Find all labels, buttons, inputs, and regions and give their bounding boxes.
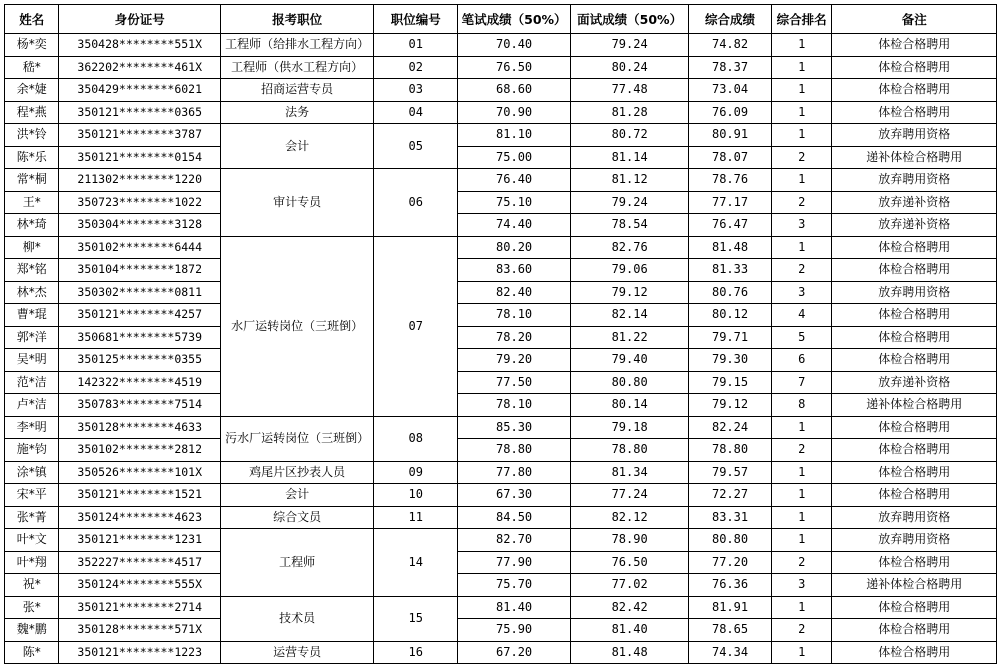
cell-written: 75.90 [458, 619, 571, 642]
cell-note: 体检合格聘用 [832, 101, 997, 124]
cell-written: 78.10 [458, 394, 571, 417]
cell-written: 85.30 [458, 416, 571, 439]
cell-rank: 1 [771, 56, 832, 79]
cell-code: 11 [374, 506, 458, 529]
cell-written: 80.20 [458, 236, 571, 259]
cell-name: 涂*镇 [5, 461, 59, 484]
table-row [5, 596, 997, 619]
cell-written: 78.20 [458, 326, 571, 349]
table-row [5, 551, 997, 574]
header-position: 报考职位 [220, 5, 373, 34]
cell-name: 余*婕 [5, 79, 59, 102]
cell-name: 张* [5, 596, 59, 619]
cell-interview: 81.28 [571, 101, 689, 124]
results-table [4, 4, 997, 664]
cell-interview: 80.14 [571, 394, 689, 417]
cell-total: 79.57 [689, 461, 772, 484]
cell-id: 350124********555X [59, 574, 220, 597]
cell-position: 综合文员 [220, 506, 373, 529]
cell-rank: 1 [771, 484, 832, 507]
cell-note: 放弃递补资格 [832, 371, 997, 394]
cell-rank: 2 [771, 619, 832, 642]
cell-note: 体检合格聘用 [832, 461, 997, 484]
cell-id: 350429********6021 [59, 79, 220, 102]
cell-note: 体检合格聘用 [832, 596, 997, 619]
table-row [5, 34, 997, 57]
cell-total: 81.48 [689, 236, 772, 259]
cell-id: 142322********4519 [59, 371, 220, 394]
cell-rank: 1 [771, 169, 832, 192]
cell-written: 68.60 [458, 79, 571, 102]
cell-rank: 5 [771, 326, 832, 349]
cell-rank: 1 [771, 34, 832, 57]
cell-total: 78.37 [689, 56, 772, 79]
cell-total: 74.34 [689, 641, 772, 664]
cell-position: 污水厂运转岗位（三班倒） [220, 416, 373, 461]
header-row [5, 5, 997, 34]
cell-id: 211302********1220 [59, 169, 220, 192]
cell-interview: 77.02 [571, 574, 689, 597]
cell-rank: 2 [771, 551, 832, 574]
cell-code: 10 [374, 484, 458, 507]
cell-code: 14 [374, 529, 458, 597]
cell-written: 70.90 [458, 101, 571, 124]
table-row [5, 326, 997, 349]
cell-written: 74.40 [458, 214, 571, 237]
cell-total: 78.07 [689, 146, 772, 169]
table-row [5, 236, 997, 259]
table-row [5, 439, 997, 462]
cell-total: 76.36 [689, 574, 772, 597]
table-row [5, 56, 997, 79]
cell-position: 会计 [220, 484, 373, 507]
cell-rank: 2 [771, 191, 832, 214]
cell-total: 82.24 [689, 416, 772, 439]
cell-id: 352227********4517 [59, 551, 220, 574]
cell-note: 体检合格聘用 [832, 236, 997, 259]
cell-total: 74.82 [689, 34, 772, 57]
cell-total: 80.12 [689, 304, 772, 327]
table-row [5, 281, 997, 304]
cell-interview: 78.80 [571, 439, 689, 462]
cell-position: 水厂运转岗位（三班倒） [220, 236, 373, 416]
cell-written: 75.70 [458, 574, 571, 597]
cell-interview: 79.24 [571, 34, 689, 57]
cell-id: 350121********1521 [59, 484, 220, 507]
cell-note: 体检合格聘用 [832, 439, 997, 462]
cell-interview: 78.54 [571, 214, 689, 237]
cell-position: 工程师（给排水工程方向） [220, 34, 373, 57]
cell-note: 体检合格聘用 [832, 79, 997, 102]
cell-rank: 1 [771, 641, 832, 664]
cell-interview: 80.72 [571, 124, 689, 147]
cell-id: 362202********461X [59, 56, 220, 79]
cell-interview: 77.48 [571, 79, 689, 102]
cell-code: 16 [374, 641, 458, 664]
cell-written: 78.10 [458, 304, 571, 327]
cell-name: 张*菁 [5, 506, 59, 529]
cell-id: 350121********4257 [59, 304, 220, 327]
cell-rank: 1 [771, 79, 832, 102]
header-id: 身份证号 [59, 5, 220, 34]
cell-total: 80.80 [689, 529, 772, 552]
cell-name: 祝* [5, 574, 59, 597]
table-row [5, 394, 997, 417]
cell-note: 放弃聘用资格 [832, 124, 997, 147]
table-row [5, 79, 997, 102]
cell-position: 会计 [220, 124, 373, 169]
table-row [5, 191, 997, 214]
cell-name: 陈* [5, 641, 59, 664]
cell-total: 80.76 [689, 281, 772, 304]
cell-code: 08 [374, 416, 458, 461]
cell-interview: 81.12 [571, 169, 689, 192]
cell-code: 01 [374, 34, 458, 57]
cell-rank: 1 [771, 506, 832, 529]
cell-interview: 81.48 [571, 641, 689, 664]
table-row [5, 101, 997, 124]
cell-total: 76.47 [689, 214, 772, 237]
cell-id: 350104********1872 [59, 259, 220, 282]
cell-interview: 82.14 [571, 304, 689, 327]
cell-id: 350121********0154 [59, 146, 220, 169]
cell-id: 350128********4633 [59, 416, 220, 439]
table-row [5, 371, 997, 394]
cell-written: 70.40 [458, 34, 571, 57]
cell-note: 体检合格聘用 [832, 416, 997, 439]
cell-note: 体检合格聘用 [832, 34, 997, 57]
cell-name: 魏*鹏 [5, 619, 59, 642]
cell-rank: 7 [771, 371, 832, 394]
cell-name: 李*明 [5, 416, 59, 439]
cell-interview: 81.40 [571, 619, 689, 642]
cell-code: 04 [374, 101, 458, 124]
cell-note: 体检合格聘用 [832, 619, 997, 642]
cell-total: 81.91 [689, 596, 772, 619]
cell-written: 77.90 [458, 551, 571, 574]
table-row [5, 124, 997, 147]
cell-rank: 1 [771, 124, 832, 147]
header-name: 姓名 [5, 5, 59, 34]
table-row [5, 529, 997, 552]
table-row [5, 169, 997, 192]
cell-name: 程*燕 [5, 101, 59, 124]
cell-id: 350102********2812 [59, 439, 220, 462]
cell-written: 67.30 [458, 484, 571, 507]
cell-id: 350121********3787 [59, 124, 220, 147]
cell-rank: 1 [771, 461, 832, 484]
cell-code: 06 [374, 169, 458, 237]
cell-rank: 1 [771, 529, 832, 552]
cell-code: 15 [374, 596, 458, 641]
cell-note: 递补体检合格聘用 [832, 394, 997, 417]
cell-written: 82.70 [458, 529, 571, 552]
cell-rank: 1 [771, 416, 832, 439]
cell-interview: 81.22 [571, 326, 689, 349]
cell-written: 81.10 [458, 124, 571, 147]
cell-position: 运营专员 [220, 641, 373, 664]
cell-note: 递补体检合格聘用 [832, 574, 997, 597]
cell-interview: 82.76 [571, 236, 689, 259]
cell-note: 体检合格聘用 [832, 304, 997, 327]
cell-interview: 78.90 [571, 529, 689, 552]
cell-rank: 3 [771, 281, 832, 304]
cell-total: 76.09 [689, 101, 772, 124]
cell-interview: 79.24 [571, 191, 689, 214]
table-body [5, 34, 997, 664]
cell-interview: 76.50 [571, 551, 689, 574]
cell-rank: 3 [771, 214, 832, 237]
cell-name: 常*桐 [5, 169, 59, 192]
header-total: 综合成绩 [689, 5, 772, 34]
cell-note: 放弃聘用资格 [832, 281, 997, 304]
cell-code: 02 [374, 56, 458, 79]
cell-total: 77.20 [689, 551, 772, 574]
cell-written: 84.50 [458, 506, 571, 529]
cell-code: 05 [374, 124, 458, 169]
cell-rank: 1 [771, 101, 832, 124]
cell-id: 350302********0811 [59, 281, 220, 304]
cell-written: 76.50 [458, 56, 571, 79]
cell-note: 体检合格聘用 [832, 484, 997, 507]
cell-total: 72.27 [689, 484, 772, 507]
table-row [5, 349, 997, 372]
header-code: 职位编号 [374, 5, 458, 34]
cell-interview: 82.42 [571, 596, 689, 619]
cell-name: 卢*洁 [5, 394, 59, 417]
cell-note: 体检合格聘用 [832, 349, 997, 372]
table-row [5, 506, 997, 529]
cell-id: 350124********4623 [59, 506, 220, 529]
cell-note: 放弃递补资格 [832, 191, 997, 214]
cell-interview: 79.06 [571, 259, 689, 282]
cell-name: 范*洁 [5, 371, 59, 394]
cell-total: 81.33 [689, 259, 772, 282]
cell-total: 78.80 [689, 439, 772, 462]
cell-name: 叶*文 [5, 529, 59, 552]
table-row [5, 574, 997, 597]
cell-note: 体检合格聘用 [832, 259, 997, 282]
cell-note: 放弃聘用资格 [832, 529, 997, 552]
cell-interview: 80.24 [571, 56, 689, 79]
cell-position: 法务 [220, 101, 373, 124]
cell-written: 67.20 [458, 641, 571, 664]
cell-id: 350681********5739 [59, 326, 220, 349]
cell-name: 宋*平 [5, 484, 59, 507]
cell-id: 350121********0365 [59, 101, 220, 124]
cell-position: 招商运营专员 [220, 79, 373, 102]
cell-code: 03 [374, 79, 458, 102]
cell-interview: 80.80 [571, 371, 689, 394]
cell-position: 鸡尾片区抄表人员 [220, 461, 373, 484]
table-row [5, 304, 997, 327]
cell-id: 350783********7514 [59, 394, 220, 417]
cell-id: 350121********1231 [59, 529, 220, 552]
cell-total: 79.15 [689, 371, 772, 394]
cell-total: 83.31 [689, 506, 772, 529]
cell-rank: 2 [771, 259, 832, 282]
cell-position: 审计专员 [220, 169, 373, 237]
header-note: 备注 [832, 5, 997, 34]
header-interview: 面试成绩（50%） [571, 5, 689, 34]
cell-id: 350121********2714 [59, 596, 220, 619]
cell-written: 75.10 [458, 191, 571, 214]
cell-interview: 81.34 [571, 461, 689, 484]
cell-name: 王* [5, 191, 59, 214]
cell-name: 陈*乐 [5, 146, 59, 169]
cell-rank: 3 [771, 574, 832, 597]
cell-rank: 1 [771, 236, 832, 259]
cell-total: 77.17 [689, 191, 772, 214]
cell-interview: 77.24 [571, 484, 689, 507]
cell-note: 放弃聘用资格 [832, 169, 997, 192]
cell-interview: 81.14 [571, 146, 689, 169]
table-row [5, 259, 997, 282]
cell-written: 78.80 [458, 439, 571, 462]
cell-total: 79.30 [689, 349, 772, 372]
cell-id: 350428********551X [59, 34, 220, 57]
cell-id: 350128********571X [59, 619, 220, 642]
cell-note: 放弃聘用资格 [832, 506, 997, 529]
cell-id: 350304********3128 [59, 214, 220, 237]
cell-id: 350102********6444 [59, 236, 220, 259]
cell-total: 79.71 [689, 326, 772, 349]
cell-name: 柳* [5, 236, 59, 259]
table-row [5, 416, 997, 439]
cell-note: 递补体检合格聘用 [832, 146, 997, 169]
cell-total: 78.65 [689, 619, 772, 642]
cell-id: 350125********0355 [59, 349, 220, 372]
cell-rank: 2 [771, 439, 832, 462]
cell-name: 施*钧 [5, 439, 59, 462]
cell-written: 77.80 [458, 461, 571, 484]
cell-written: 81.40 [458, 596, 571, 619]
cell-code: 07 [374, 236, 458, 416]
cell-note: 体检合格聘用 [832, 56, 997, 79]
cell-total: 80.91 [689, 124, 772, 147]
table-row [5, 461, 997, 484]
cell-id: 350121********1223 [59, 641, 220, 664]
table-row [5, 619, 997, 642]
cell-interview: 82.12 [571, 506, 689, 529]
cell-position: 技术员 [220, 596, 373, 641]
cell-rank: 1 [771, 596, 832, 619]
cell-name: 洪*铃 [5, 124, 59, 147]
cell-note: 体检合格聘用 [832, 551, 997, 574]
cell-interview: 79.12 [571, 281, 689, 304]
cell-rank: 6 [771, 349, 832, 372]
cell-position: 工程师（供水工程方向） [220, 56, 373, 79]
cell-total: 79.12 [689, 394, 772, 417]
cell-total: 73.04 [689, 79, 772, 102]
cell-note: 体检合格聘用 [832, 326, 997, 349]
cell-written: 76.40 [458, 169, 571, 192]
cell-rank: 4 [771, 304, 832, 327]
cell-note: 放弃递补资格 [832, 214, 997, 237]
cell-name: 曹*琨 [5, 304, 59, 327]
cell-written: 77.50 [458, 371, 571, 394]
cell-written: 79.20 [458, 349, 571, 372]
cell-id: 350723********1022 [59, 191, 220, 214]
table-row [5, 484, 997, 507]
cell-written: 82.40 [458, 281, 571, 304]
cell-total: 78.76 [689, 169, 772, 192]
table-row [5, 641, 997, 664]
cell-name: 嵇* [5, 56, 59, 79]
cell-note: 体检合格聘用 [832, 641, 997, 664]
cell-rank: 8 [771, 394, 832, 417]
cell-name: 林*杰 [5, 281, 59, 304]
header-written: 笔试成绩（50%） [458, 5, 571, 34]
table-row [5, 146, 997, 169]
cell-code: 09 [374, 461, 458, 484]
cell-rank: 2 [771, 146, 832, 169]
cell-name: 郭*洋 [5, 326, 59, 349]
cell-name: 杨*奕 [5, 34, 59, 57]
cell-name: 叶*翔 [5, 551, 59, 574]
cell-interview: 79.40 [571, 349, 689, 372]
cell-name: 吴*明 [5, 349, 59, 372]
table-row [5, 214, 997, 237]
header-rank: 综合排名 [771, 5, 832, 34]
cell-id: 350526********101X [59, 461, 220, 484]
cell-written: 75.00 [458, 146, 571, 169]
cell-interview: 79.18 [571, 416, 689, 439]
cell-name: 林*琦 [5, 214, 59, 237]
cell-written: 83.60 [458, 259, 571, 282]
cell-position: 工程师 [220, 529, 373, 597]
cell-name: 郑*铭 [5, 259, 59, 282]
